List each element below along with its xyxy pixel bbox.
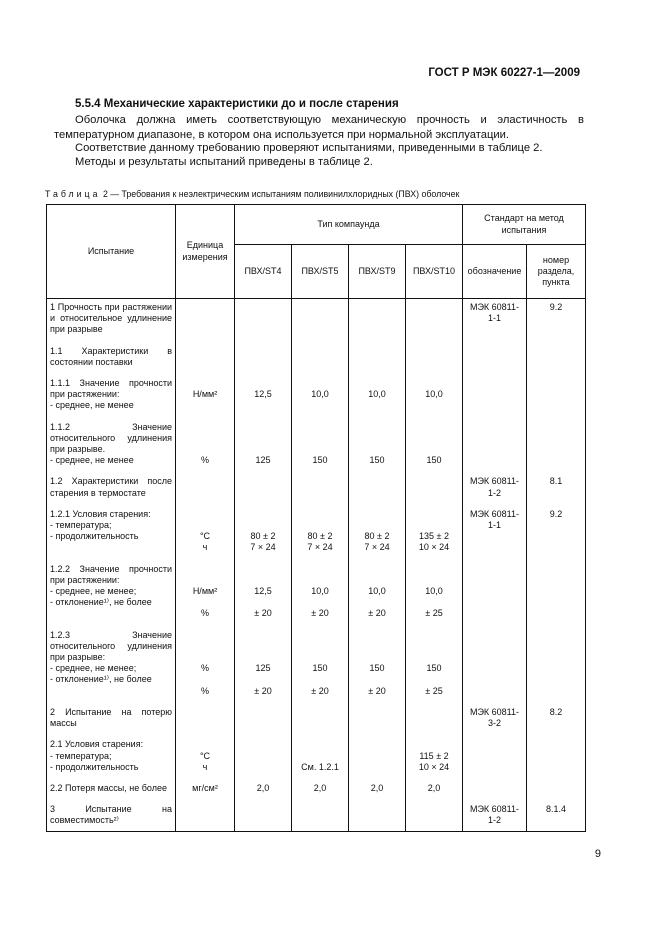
cell-test: 3 Испытание на совместимость²⁾ [47,801,176,831]
paragraph-methods: Методы и результаты испытаний приведены в таблице 2. [75,156,373,168]
table-row [47,704,586,736]
paragraph-compliance: Соответствие данному требованию проверяют испытаниями, приведенными в таблице 2. [75,142,543,154]
cell-clause [527,736,586,780]
cell-designation: МЭК 60811-1-2 [463,801,527,831]
header-pvc-st10: ПВХ/ST10 [406,245,463,299]
table-row [47,299,586,343]
cell-unit [176,704,235,736]
cell-pvc-st4: 80 ± 2 7 × 24 [235,506,292,561]
cell-pvc-st9 [349,801,406,831]
cell-pvc-st10 [406,473,463,505]
header-designation: обозначение [463,245,527,299]
cell-unit [176,299,235,343]
cell-clause: 8.2 [527,704,586,736]
cell-clause: 8.1 [527,473,586,505]
cell-test: 1.1.1 Значение прочности при растяжении: - среднее, не менее [47,375,176,419]
table-row [47,419,586,474]
cell-clause: 9.2 [527,506,586,561]
cell-pvc-st4: 125 [235,419,292,474]
cell-designation: МЭК 60811-1-1 [463,299,527,343]
header-standard: Стандарт на метод испытания [463,205,586,245]
cell-pvc-st10: 135 ± 2 10 × 24 [406,506,463,561]
paragraph-requirement: Оболочка должна иметь соответствующую механическую прочность и эластичность в температурном диапазоне, в котором она используется при нормальной эксплуатации. [54,114,584,141]
cell-pvc-st4 [235,801,292,831]
cell-unit: Н/мм² % [176,561,235,627]
table-row [47,375,586,419]
cell-pvc-st9 [349,736,406,780]
table-row [47,506,586,561]
cell-pvc-st4 [235,704,292,736]
cell-designation [463,375,527,419]
cell-pvc-st5: 80 ± 2 7 × 24 [292,506,349,561]
table-row [47,627,586,704]
cell-designation [463,780,527,801]
requirements-table [46,204,586,832]
table-row [47,343,586,375]
header-test: Испытание [47,205,176,299]
header-unit: Единица измерения [176,205,235,299]
cell-clause [527,375,586,419]
cell-test: 1.2 Характеристики после старения в термостате [47,473,176,505]
cell-pvc-st10: 10,0 ± 25 [406,561,463,627]
cell-clause: 9.2 [527,299,586,343]
table-row [47,780,586,801]
cell-pvc-st5 [292,801,349,831]
cell-pvc-st5: 10,0 [292,375,349,419]
cell-test: 2 Испытание на потерю массы [47,704,176,736]
cell-pvc-st5: 150 [292,419,349,474]
cell-test: 1.2.3 Значение относительного удлинения при разрыве: - среднее, не менее; - отклонение¹⁾, не более [47,627,176,704]
cell-pvc-st9 [349,473,406,505]
cell-pvc-st4 [235,299,292,343]
cell-pvc-st10 [406,801,463,831]
cell-pvc-st5: См. 1.2.1 [292,736,349,780]
cell-pvc-st9: 2,0 [349,780,406,801]
cell-unit: °С ч [176,506,235,561]
table-caption-label: Таблица [45,189,101,199]
cell-unit: мг/см² [176,780,235,801]
cell-pvc-st4 [235,473,292,505]
cell-pvc-st10: 2,0 [406,780,463,801]
cell-pvc-st10: 115 ± 2 10 × 24 [406,736,463,780]
cell-unit [176,473,235,505]
cell-pvc-st5: 150 ± 20 [292,627,349,704]
cell-designation: МЭК 60811-3-2 [463,704,527,736]
cell-test: 1.1 Характеристики в состоянии поставки [47,343,176,375]
cell-pvc-st5: 10,0 ± 20 [292,561,349,627]
table-row [47,561,586,627]
cell-pvc-st5 [292,704,349,736]
header-pvc-st4: ПВХ/ST4 [235,245,292,299]
cell-unit [176,801,235,831]
header-pvc-st5: ПВХ/ST5 [292,245,349,299]
cell-pvc-st5: 2,0 [292,780,349,801]
cell-pvc-st9 [349,704,406,736]
cell-test: 2.2 Потеря массы, не более [47,780,176,801]
table-row [47,736,586,780]
cell-test: 1.1.2 Значение относительного удлинения при разрыве. - среднее, не менее [47,419,176,474]
cell-pvc-st10 [406,343,463,375]
cell-pvc-st5 [292,299,349,343]
cell-pvc-st10: 150 [406,419,463,474]
table-row [47,473,586,505]
cell-pvc-st5 [292,343,349,375]
cell-unit: % [176,419,235,474]
cell-pvc-st10 [406,704,463,736]
cell-test: 2.1 Условия старения: - температура; - продолжительность [47,736,176,780]
cell-designation [463,561,527,627]
cell-unit: Н/мм² [176,375,235,419]
cell-pvc-st4: 12,5 [235,375,292,419]
header-compound-type: Тип компаунда [235,205,463,245]
document-id: ГОСТ Р МЭК 60227-1—2009 [428,67,580,79]
cell-pvc-st4: 12,5 ± 20 [235,561,292,627]
cell-pvc-st4 [235,736,292,780]
section-title: 5.5.4 Механические характеристики до и после старения [75,98,399,110]
cell-pvc-st9 [349,343,406,375]
cell-test: 1.2.2 Значение прочности при растяжении: - среднее, не менее; - отклонение¹⁾, не более [47,561,176,627]
cell-unit [176,343,235,375]
cell-designation [463,736,527,780]
cell-test: 1 Прочность при растяжении и относительное удлинение при разрыве [47,299,176,343]
cell-pvc-st9: 150 ± 20 [349,627,406,704]
cell-designation [463,343,527,375]
cell-pvc-st4: 2,0 [235,780,292,801]
cell-designation [463,627,527,704]
cell-clause [527,561,586,627]
table-caption [45,189,459,199]
cell-pvc-st10: 150 ± 25 [406,627,463,704]
cell-designation: МЭК 60811-1-2 [463,473,527,505]
cell-pvc-st4: 125 ± 20 [235,627,292,704]
cell-designation [463,419,527,474]
header-section-no: номер раздела, пункта [527,245,586,299]
cell-test: 1.2.1 Условия старения: - температура; - продолжительность [47,506,176,561]
page-number: 9 [594,848,601,860]
cell-clause [527,343,586,375]
cell-pvc-st10: 10,0 [406,375,463,419]
cell-pvc-st9 [349,299,406,343]
table-caption-text: 2 — Требования к неэлектрическим испытаниям поливинилхлоридных (ПВХ) оболочек [102,189,460,199]
cell-pvc-st5 [292,473,349,505]
cell-pvc-st9: 150 [349,419,406,474]
header-pvc-st9: ПВХ/ST9 [349,245,406,299]
cell-clause: 8.1.4 [527,801,586,831]
cell-clause [527,627,586,704]
table-row [47,801,586,831]
cell-unit: % % [176,627,235,704]
cell-unit: °С ч [176,736,235,780]
cell-pvc-st9: 10,0 [349,375,406,419]
cell-pvc-st9: 10,0 ± 20 [349,561,406,627]
cell-designation: МЭК 60811-1-1 [463,506,527,561]
cell-pvc-st10 [406,299,463,343]
cell-clause [527,780,586,801]
cell-pvc-st4 [235,343,292,375]
cell-pvc-st9: 80 ± 2 7 × 24 [349,506,406,561]
cell-clause [527,419,586,474]
